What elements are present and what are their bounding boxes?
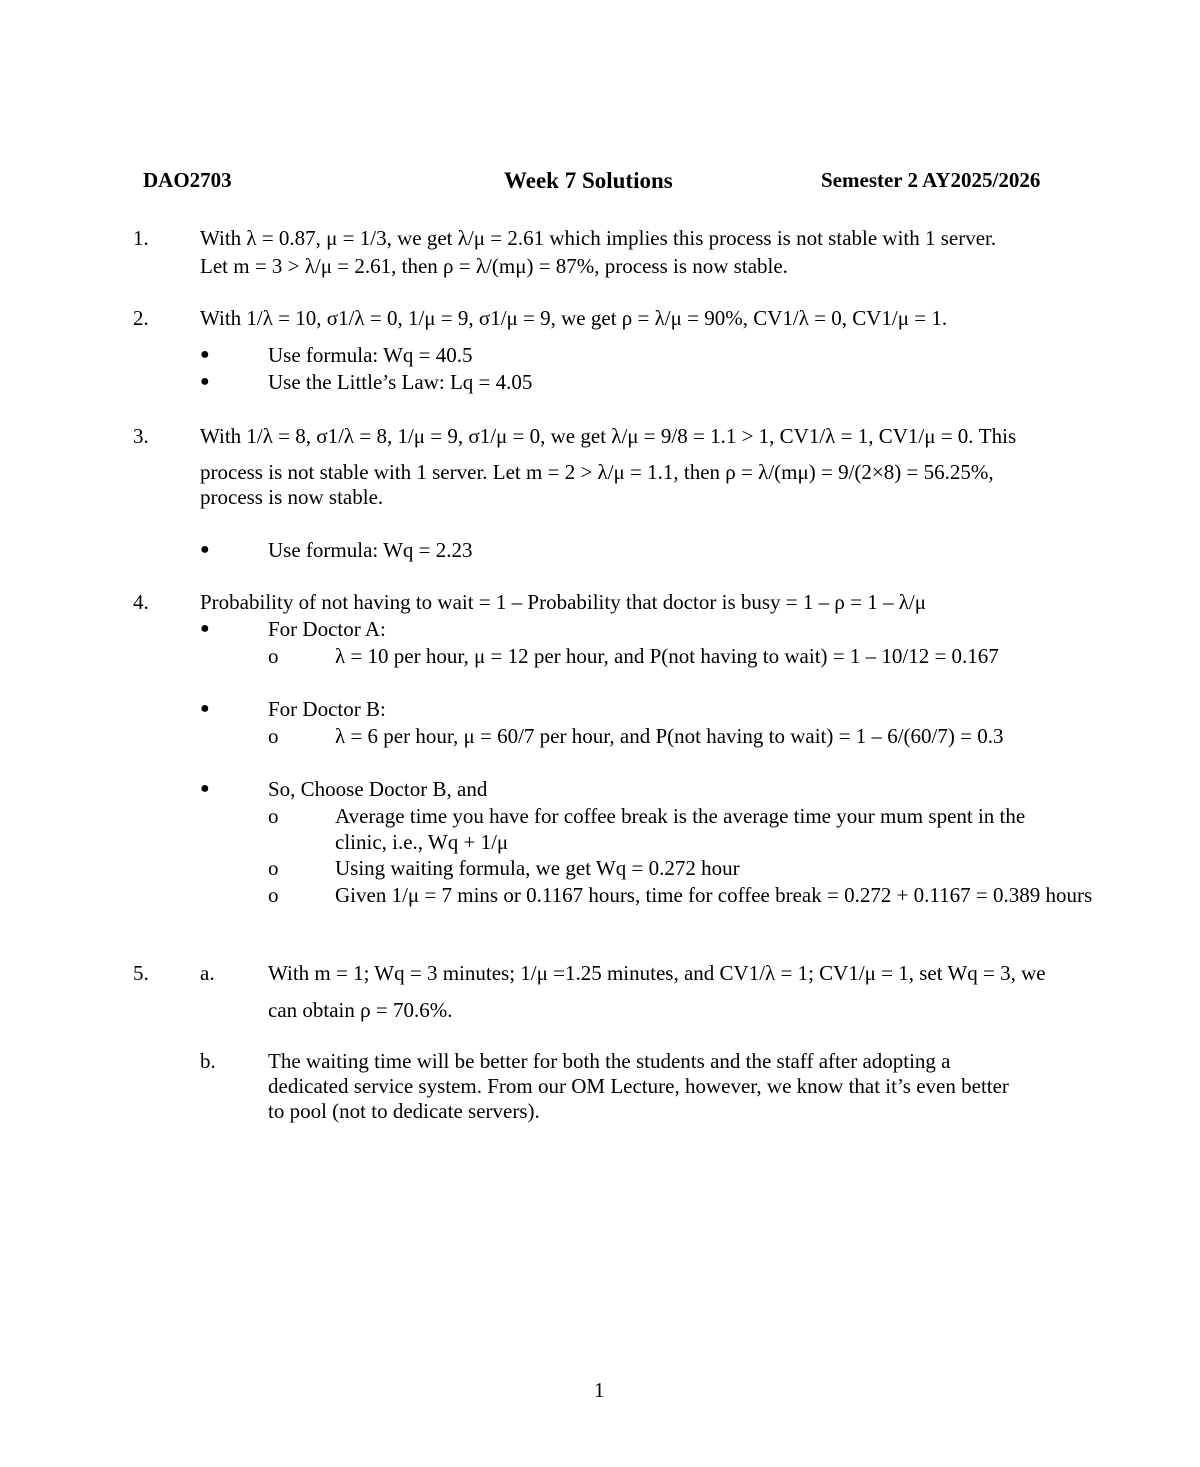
bullet-icon: ●: [200, 620, 210, 637]
q2-bullet-2: Use the Little’s Law: Lq = 4.05: [268, 370, 533, 394]
q4-doctor-a: For Doctor A:: [268, 617, 386, 641]
question-number-4: 4.: [133, 590, 149, 614]
semester-label: Semester 2 AY2025/2026: [821, 168, 1041, 192]
question-number-5: 5.: [133, 961, 149, 985]
page-number: 1: [594, 1378, 605, 1402]
q5-b-label: b.: [200, 1049, 216, 1073]
q4-sub-3: Given 1/μ = 7 mins or 0.1167 hours, time for coffee break = 0.272 + 0.1167 = 0.389 hours: [335, 883, 1093, 907]
q5-b-line-3: to pool (not to dedicate servers).: [268, 1099, 540, 1123]
q4-choose: So, Choose Doctor B, and: [268, 777, 488, 801]
circle-bullet-icon: o: [268, 644, 279, 668]
q4-doctor-b-detail: λ = 6 per hour, μ = 60/7 per hour, and P(not having to wait) = 1 – 6/(60/7) = 0.3: [335, 724, 1004, 748]
bullet-icon: ●: [200, 700, 210, 717]
q3-line-3: process is now stable.: [200, 485, 384, 509]
circle-bullet-icon: o: [268, 804, 279, 828]
q5-b-line-1: The waiting time will be better for both the students and the staff after adopting a: [268, 1049, 951, 1073]
q2-line-1: With 1/λ = 10, σ1/λ = 0, 1/μ = 9, σ1/μ = 9, we get ρ = λ/μ = 90%, CV1/λ = 0, CV1/μ = 1.: [200, 306, 948, 330]
bullet-icon: ●: [200, 541, 210, 558]
q3-line-2: process is not stable with 1 server. Let m = 2 > λ/μ = 1.1, then ρ = λ/(mμ) = 9/(2×8) = 56.25%,: [200, 460, 994, 484]
q1-line-2: Let m = 3 > λ/μ = 2.61, then ρ = λ/(mμ) = 87%, process is now stable.: [200, 254, 788, 278]
course-code: DAO2703: [143, 168, 232, 192]
q5-a-line-2: can obtain ρ = 70.6%.: [268, 998, 453, 1022]
q3-bullet-1: Use formula: Wq = 2.23: [268, 538, 473, 562]
q1-line-1: With λ = 0.87, μ = 1/3, we get λ/μ = 2.61 which implies this process is not stable with 1 server.: [200, 226, 997, 250]
page-title: Week 7 Solutions: [504, 168, 673, 193]
bullet-icon: ●: [200, 346, 210, 363]
circle-bullet-icon: o: [268, 724, 279, 748]
q5-a-line-1: With m = 1; Wq = 3 minutes; 1/μ =1.25 minutes, and CV1/λ = 1; CV1/μ = 1, set Wq = 3, we: [268, 961, 1046, 985]
q5-b-line-2: dedicated service system. From our OM Lecture, however, we know that it’s even better: [268, 1074, 1009, 1098]
q4-sub-1a: Average time you have for coffee break is the average time your mum spent in the: [335, 804, 1026, 828]
circle-bullet-icon: o: [268, 883, 279, 907]
q4-line-1: Probability of not having to wait = 1 – Probability that doctor is busy = 1 – ρ = 1 – λ/μ: [200, 590, 926, 614]
question-number-1: 1.: [133, 226, 149, 250]
bullet-icon: ●: [200, 373, 210, 390]
q2-bullet-1: Use formula: Wq = 40.5: [268, 343, 473, 367]
q4-sub-1b: clinic, i.e., Wq + 1/μ: [335, 830, 509, 854]
q4-doctor-a-detail: λ = 10 per hour, μ = 12 per hour, and P(not having to wait) = 1 – 10/12 = 0.167: [335, 644, 999, 668]
question-number-2: 2.: [133, 306, 149, 330]
q5-a-label: a.: [200, 961, 215, 985]
question-number-3: 3.: [133, 424, 149, 448]
circle-bullet-icon: o: [268, 856, 279, 880]
q3-line-1: With 1/λ = 8, σ1/λ = 8, 1/μ = 9, σ1/μ = 0, we get λ/μ = 9/8 = 1.1 > 1, CV1/λ = 1, CV1/μ = 0. This: [200, 424, 1017, 448]
bullet-icon: ●: [200, 780, 210, 797]
q4-doctor-b: For Doctor B:: [268, 697, 386, 721]
q4-sub-2: Using waiting formula, we get Wq = 0.272 hour: [335, 856, 740, 880]
